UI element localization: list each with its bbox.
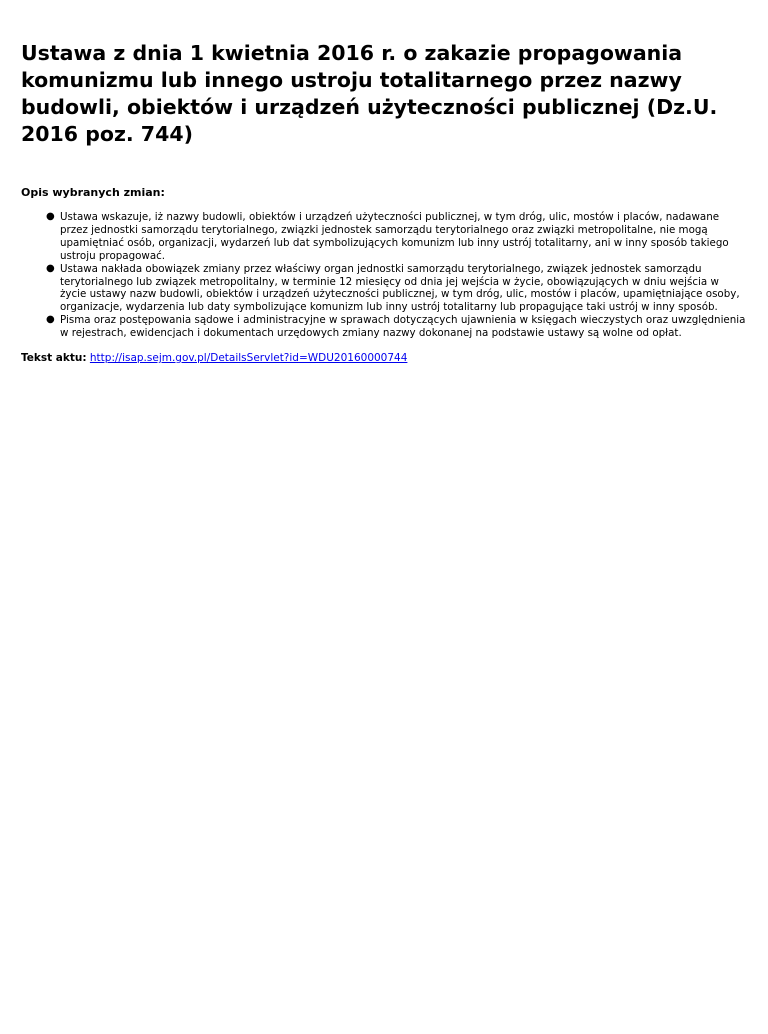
changes-heading: Opis wybranych zmian: [21,186,165,199]
document-title: Ustawa z dnia 1 kwietnia 2016 r. o zakazie propagowania komunizmu lub innego ustroju totalitarnego przez nazwy budowli, obiektów i urządzeń użyteczności publicznej (Dz.U. 2016 poz. 744) [21,41,718,146]
list-item-text: Ustawa nakłada obowiązek zmiany przez właściwy organ jednostki samorządu terytorialnego, związek jednostek samorządu terytorialnego lub związek metropolitalny, w terminie 12 miesięcy od dnia jej wejścia w życie, obowiązujących w dniu wejścia w życie ustawy nazw budowli, obiektów i urządzeń użyteczności publicznej, w tym dróg, ulic, mostów i placów, upamiętniające osoby, organizacje, wydarzenia lub daty symbolizujące komunizm lub inny ustrój totalitarny lub propagujące taki ustrój w inny sposób. [60,262,740,314]
list-item [46,262,746,315]
bullet-icon: ● [46,262,55,274]
act-text-label: Tekst aktu: [21,352,87,365]
changes-list [21,211,746,340]
document-page [0,40,768,365]
list-item [46,314,746,340]
act-text-line [21,351,746,365]
list-item-text: Ustawa wskazuje, iż nazwy budowli, obiektów i urządzeń użyteczności publicznej, w tym dróg, ulic, mostów i placów, nadawane przez jednostki samorządu terytorialnego, związki jednostek samorządu terytorialnego oraz związki metropolitalne, nie mogą upamiętniać osób, organizacji, wydarzeń lub dat symbolizujących komunizm lub inny ustrój totalitarny, ani w inny sposób takiego ustroju propagować. [60,211,729,262]
act-text-link[interactable]: http://isap.sejm.gov.pl/DetailsServlet?id=WDU20160000744 [89,352,408,365]
list-item [46,211,746,263]
list-item-text: Pisma oraz postępowania sądowe i administracyjne w sprawach dotyczących ujawnienia w księgach wieczystych oraz uwzględnienia w rejestrach, ewidencjach i dokumentach urzędowych zmiany nazwy dokonanej na podstawie ustawy są wolne od opłat. [60,314,746,340]
bullet-icon: ● [46,314,55,326]
bullet-icon: ● [46,211,55,222]
